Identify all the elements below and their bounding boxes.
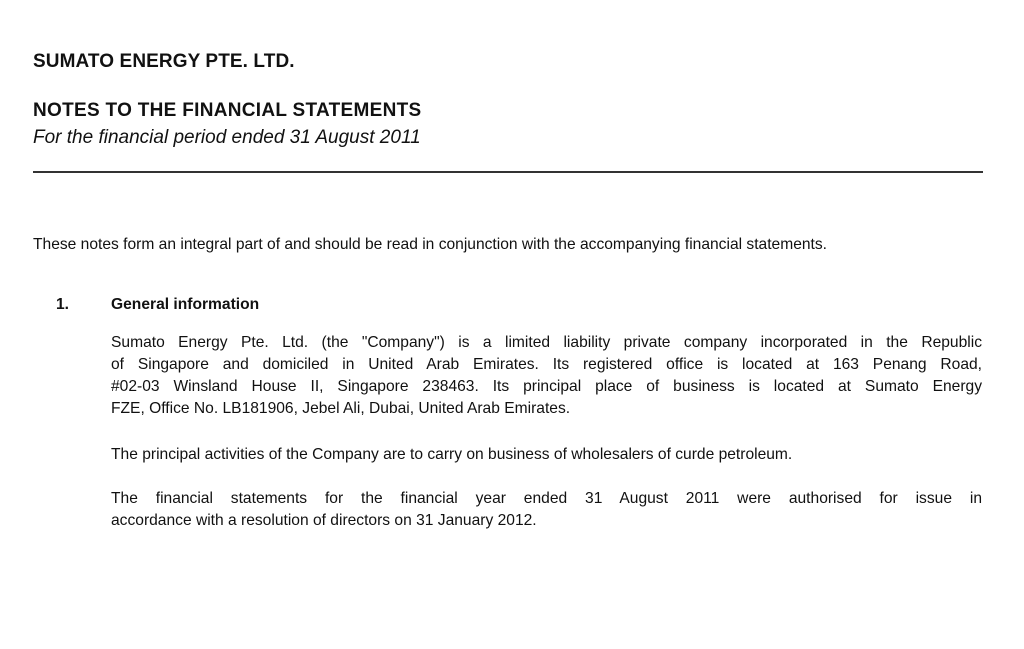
paragraph-line: #02-03 Winsland House II, Singapore 238463. Its principal place of business is located at Sumato Energy	[111, 378, 982, 395]
principal-activities-paragraph: The principal activities of the Company are to carry on business of wholesalers of curde petroleum.	[111, 446, 793, 463]
header-divider	[33, 171, 983, 173]
paragraph-line: Sumato Energy Pte. Ltd. (the "Company") is a limited liability private company incorporated in the Republic	[111, 334, 982, 351]
section-title: General information	[111, 296, 260, 313]
paragraph-line: FZE, Office No. LB181906, Jebel Ali, Dubai, United Arab Emirates.	[111, 400, 571, 417]
intro-paragraph: These notes form an integral part of and should be read in conjunction with the accompanying financial statements.	[33, 236, 828, 253]
section-number: 1.	[56, 296, 70, 313]
company-name: SUMATO ENERGY PTE. LTD.	[33, 51, 295, 72]
paragraph-line: The financial statements for the financial year ended 31 August 2011 were authorised for issue in	[111, 490, 982, 507]
general-info-paragraph	[111, 332, 982, 420]
period-subtitle: For the financial period ended 31 August 2011	[33, 127, 421, 148]
paragraph-line: of Singapore and domiciled in United Arab Emirates. Its registered office is located at 163 Penang Road,	[111, 356, 982, 373]
paragraph-line: accordance with a resolution of directors on 31 January 2012.	[111, 512, 537, 529]
document-title: NOTES TO THE FINANCIAL STATEMENTS	[33, 100, 422, 121]
authorisation-paragraph	[111, 488, 982, 532]
